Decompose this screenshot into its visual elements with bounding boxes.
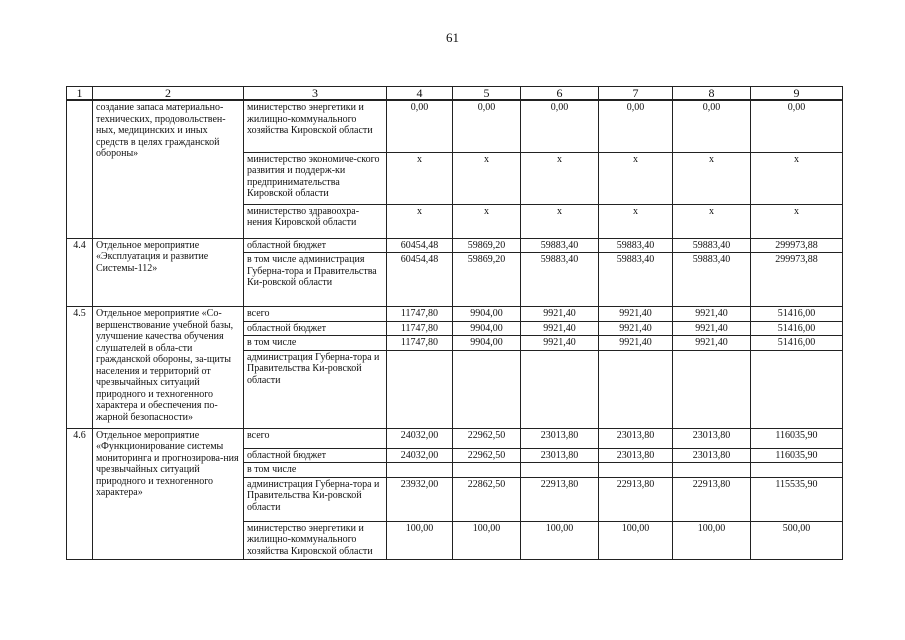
- table-row: [67, 100, 843, 152]
- funding-source: администрация Губерна-тора и Правительства Ки-ровской области: [244, 477, 387, 521]
- column-header: 1: [67, 87, 93, 101]
- value-cell: x: [453, 152, 521, 204]
- value-cell: 9921,40: [521, 307, 599, 322]
- value-cell: x: [387, 152, 453, 204]
- value-cell: [387, 350, 453, 428]
- value-cell: 60454,48: [387, 253, 453, 307]
- value-cell: 0,00: [751, 100, 843, 152]
- value-cell: 22913,80: [673, 477, 751, 521]
- funding-source: в том числе: [244, 463, 387, 478]
- value-cell: [453, 350, 521, 428]
- page-number: 61: [446, 30, 459, 45]
- value-cell: [521, 350, 599, 428]
- value-cell: x: [453, 204, 521, 238]
- value-cell: 11747,80: [387, 336, 453, 351]
- value-cell: 51416,00: [751, 307, 843, 322]
- value-cell: 500,00: [751, 521, 843, 559]
- funding-source: областной бюджет: [244, 321, 387, 336]
- column-header: 6: [521, 87, 599, 101]
- funding-source: всего: [244, 307, 387, 322]
- table-row: [67, 307, 843, 322]
- value-cell: 9921,40: [673, 336, 751, 351]
- value-cell: 59883,40: [599, 253, 673, 307]
- value-cell: 23013,80: [599, 428, 673, 448]
- item-name: создание запаса материально-технических, продовольствен-ных, медицинских и иных средств в целях гражданской обороны»: [93, 100, 244, 238]
- value-cell: 0,00: [387, 100, 453, 152]
- funding-source: администрация Губерна-тора и Правительства Ки-ровской области: [244, 350, 387, 428]
- value-cell: 23013,80: [599, 448, 673, 463]
- item-number: 4.5: [67, 307, 93, 429]
- value-cell: [673, 350, 751, 428]
- column-header: 4: [387, 87, 453, 101]
- value-cell: 9904,00: [453, 321, 521, 336]
- value-cell: 59869,20: [453, 238, 521, 253]
- value-cell: 51416,00: [751, 336, 843, 351]
- header-row: [67, 87, 843, 101]
- value-cell: x: [673, 204, 751, 238]
- value-cell: [673, 463, 751, 478]
- item-name: Отдельное мероприятие «Эксплуатация и развитие Системы-112»: [93, 238, 244, 307]
- value-cell: 59869,20: [453, 253, 521, 307]
- value-cell: x: [521, 204, 599, 238]
- value-cell: 23013,80: [521, 448, 599, 463]
- value-cell: 299973,88: [751, 253, 843, 307]
- value-cell: 59883,40: [673, 253, 751, 307]
- value-cell: 60454,48: [387, 238, 453, 253]
- value-cell: [599, 463, 673, 478]
- value-cell: 23013,80: [673, 448, 751, 463]
- value-cell: 24032,00: [387, 448, 453, 463]
- value-cell: 51416,00: [751, 321, 843, 336]
- value-cell: 11747,80: [387, 307, 453, 322]
- value-cell: x: [673, 152, 751, 204]
- value-cell: 9921,40: [673, 321, 751, 336]
- value-cell: 100,00: [521, 521, 599, 559]
- funding-source: министерство здравоохра-нения Кировской области: [244, 204, 387, 238]
- value-cell: 22913,80: [599, 477, 673, 521]
- value-cell: x: [751, 204, 843, 238]
- item-name: Отдельное мероприятие «Функционирование системы мониторинга и прогнозирова-ния чрезвычайных ситуаций природного и техногенного характера»: [93, 428, 244, 559]
- value-cell: [751, 463, 843, 478]
- value-cell: [599, 350, 673, 428]
- value-cell: 59883,40: [521, 253, 599, 307]
- column-header: 7: [599, 87, 673, 101]
- value-cell: 23013,80: [673, 428, 751, 448]
- value-cell: 116035,90: [751, 428, 843, 448]
- value-cell: 0,00: [599, 100, 673, 152]
- value-cell: 59883,40: [673, 238, 751, 253]
- funding-source: в том числе администрация Губерна-тора и Правительства Ки-ровской области: [244, 253, 387, 307]
- value-cell: x: [521, 152, 599, 204]
- value-cell: 22962,50: [453, 448, 521, 463]
- program-table: [66, 86, 843, 560]
- funding-source: в том числе: [244, 336, 387, 351]
- item-name: Отдельное мероприятие «Со-вершенствование учебной базы, улучшение качества обучения слушателей в обла-сти гражданской обороны, за-щиты населения и территорий от чрезвычайных ситуаций природного и техногенного характера и обеспечения по-жарной безопасности»: [93, 307, 244, 429]
- value-cell: 59883,40: [521, 238, 599, 253]
- table-row: [67, 428, 843, 448]
- value-cell: x: [387, 204, 453, 238]
- column-header: 2: [93, 87, 244, 101]
- funding-source: всего: [244, 428, 387, 448]
- value-cell: 116035,90: [751, 448, 843, 463]
- value-cell: 0,00: [521, 100, 599, 152]
- funding-source: областной бюджет: [244, 238, 387, 253]
- value-cell: 22962,50: [453, 428, 521, 448]
- value-cell: 9921,40: [673, 307, 751, 322]
- value-cell: x: [751, 152, 843, 204]
- column-header: 8: [673, 87, 751, 101]
- value-cell: [521, 463, 599, 478]
- value-cell: 11747,80: [387, 321, 453, 336]
- value-cell: 100,00: [599, 521, 673, 559]
- value-cell: x: [599, 204, 673, 238]
- funding-source: министерство энергетики и жилищно-коммунального хозяйства Кировской области: [244, 521, 387, 559]
- value-cell: 22862,50: [453, 477, 521, 521]
- funding-source: областной бюджет: [244, 448, 387, 463]
- column-header: 9: [751, 87, 843, 101]
- value-cell: 299973,88: [751, 238, 843, 253]
- value-cell: 59883,40: [599, 238, 673, 253]
- value-cell: x: [599, 152, 673, 204]
- value-cell: 9904,00: [453, 336, 521, 351]
- table-row: [67, 238, 843, 253]
- value-cell: 24032,00: [387, 428, 453, 448]
- value-cell: [453, 463, 521, 478]
- value-cell: 23013,80: [521, 428, 599, 448]
- value-cell: 0,00: [673, 100, 751, 152]
- value-cell: 100,00: [387, 521, 453, 559]
- item-number: 4.4: [67, 238, 93, 307]
- value-cell: 9921,40: [599, 321, 673, 336]
- column-header: 3: [244, 87, 387, 101]
- value-cell: 9921,40: [521, 321, 599, 336]
- value-cell: 9904,00: [453, 307, 521, 322]
- value-cell: 100,00: [673, 521, 751, 559]
- value-cell: 9921,40: [521, 336, 599, 351]
- value-cell: 100,00: [453, 521, 521, 559]
- item-number: [67, 100, 93, 238]
- funding-source: министерство экономиче-ского развития и поддерж-ки предпринимательства Кировской области: [244, 152, 387, 204]
- column-header: 5: [453, 87, 521, 101]
- funding-source: министерство энергетики и жилищно-коммунального хозяйства Кировской области: [244, 100, 387, 152]
- value-cell: 0,00: [453, 100, 521, 152]
- value-cell: 9921,40: [599, 307, 673, 322]
- value-cell: 9921,40: [599, 336, 673, 351]
- value-cell: 22913,80: [521, 477, 599, 521]
- item-number: 4.6: [67, 428, 93, 559]
- value-cell: 115535,90: [751, 477, 843, 521]
- value-cell: 23932,00: [387, 477, 453, 521]
- value-cell: [751, 350, 843, 428]
- value-cell: [387, 463, 453, 478]
